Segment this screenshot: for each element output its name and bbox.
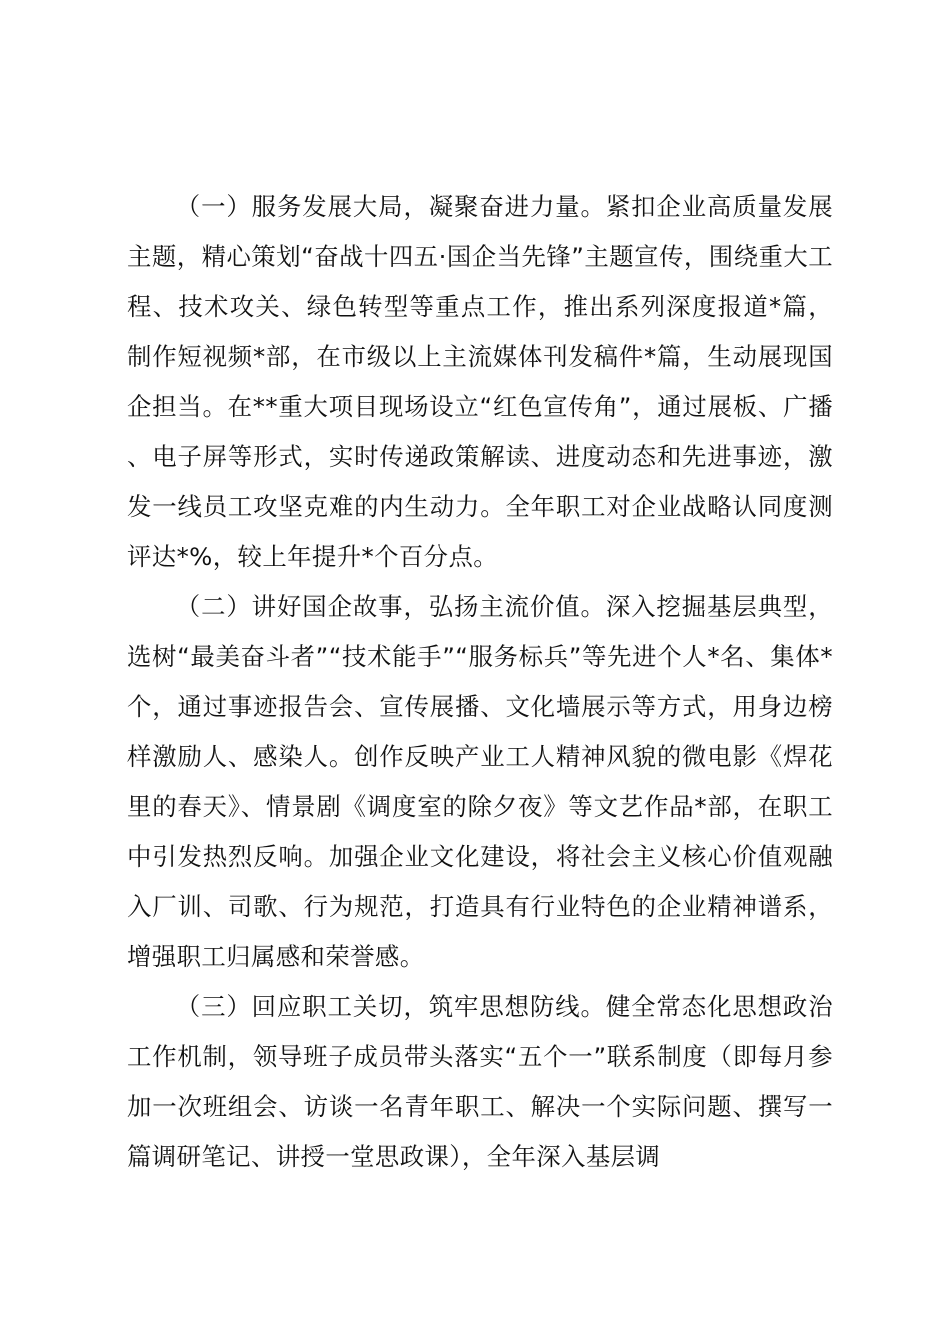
paragraph-1-service-development: （一）服务发展大局，凝聚奋进力量。紧扣企业高质量发展主题，精心策划“奋战十四五·国企当先锋”主题宣传，围绕重大工程、技术攻关、绿色转型等重点工作，推出系列深度报道*篇，制作短视频*部，在市级以上主流媒体刊发稿件*篇，生动展现国企担当。在**重大项目现场设立“红色宣传角”，通过展板、广播、电子屏等形式，实时传递政策解读、进度动态和先进事迹，激发一线员工攻坚克难的内生动力。全年职工对企业战略认同度测评达*%，较上年提升*个百分点。: [127, 192, 833, 571]
paragraph-3-respond-to-staff: （三）回应职工关切，筑牢思想防线。健全常态化思想政治工作机制，领导班子成员带头落实“五个一”联系制度（即每月参加一次班组会、访谈一名青年职工、解决一个实际问题、撰写一篇调研笔记、讲授一堂思政课），全年深入基层调: [127, 992, 833, 1171]
paragraph-2-tell-soe-stories: （二）讲好国企故事，弘扬主流价值。深入挖掘基层典型，选树“最美奋斗者”“技术能手”“服务标兵”等先进个人*名、集体*个，通过事迹报告会、宣传展播、文化墙展示等方式，用身边榜样激励人、感染人。创作反映产业工人精神风貌的微电影《焊花里的春天》、情景剧《调度室的除夕夜》等文艺作品*部，在职工中引发热烈反响。加强企业文化建设，将社会主义核心价值观融入厂训、司歌、行为规范，打造具有行业特色的企业精神谱系，增强职工归属感和荣誉感。: [127, 592, 833, 971]
document-body: [127, 182, 833, 1182]
